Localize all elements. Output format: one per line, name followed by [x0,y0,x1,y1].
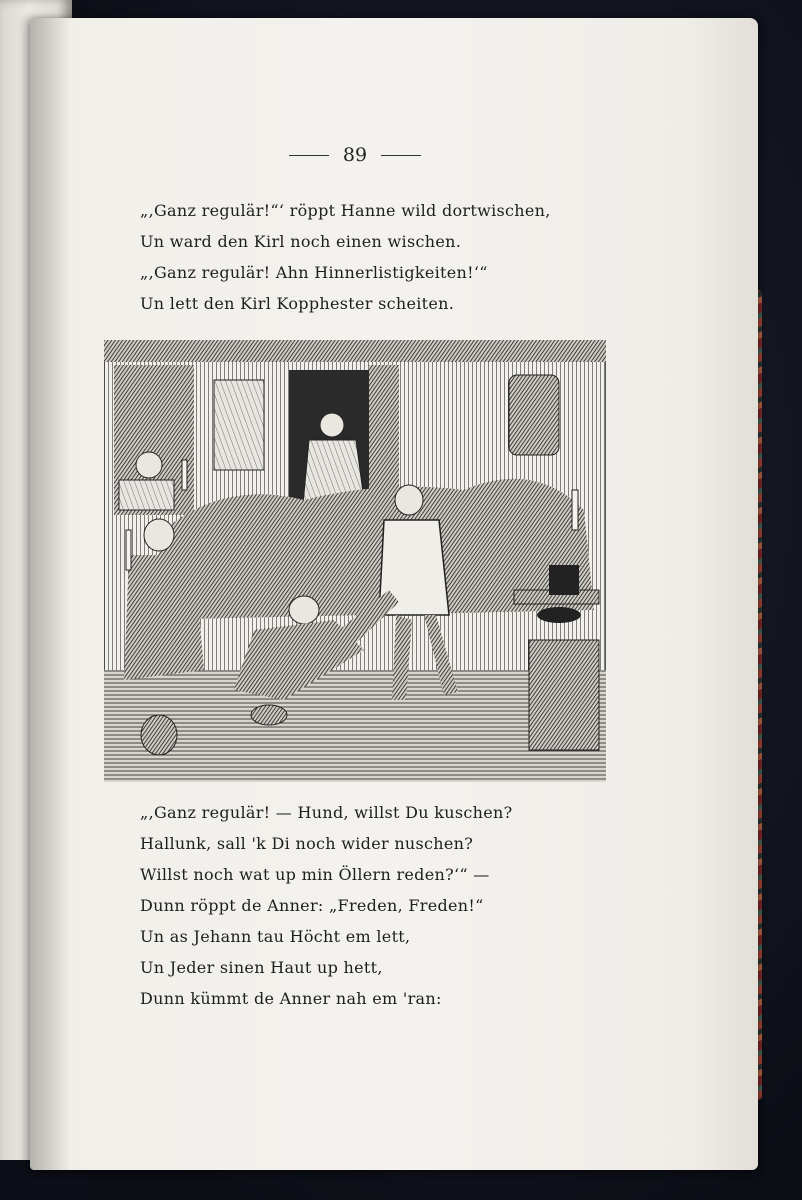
verse-line: Un ward den Kirl noch einen wischen. [140,232,462,251]
verse-line: „,Ganz regulär! — Hund, willst Du kuschen? [140,803,513,822]
verse-line: Hallunk, sall 'k Di noch wider nuschen? [140,834,474,853]
verse-line: Dunn kümmt de Anner nah em 'ran: [140,989,442,1008]
verse-line: „,Ganz regulär!“‘ röppt Hanne wild dortwischen, [140,201,551,220]
verse-line: Willst noch wat up min Öllern reden?‘“ — [140,865,490,884]
page-header [280,140,430,170]
page-gutter-shadow [30,18,70,1170]
header-rule-left [289,155,329,156]
verse-line: Un lett den Kirl Kopphester scheiten. [140,294,455,313]
page-number: 89 [342,144,368,166]
header-rule-right [381,155,421,156]
verse-line: Un as Jehann tau Höcht em lett, [140,927,411,946]
tavern-brawl-engraving [104,340,606,782]
verse-top [140,195,551,319]
verse-line: Un Jeder sinen Haut up hett, [140,958,383,977]
verse-line: Dunn röppt de Anner: „Freden, Freden!“ [140,896,484,915]
verse-bottom [140,797,512,1014]
verse-line: „,Ganz regulär! Ahn Hinnerlistigkeiten!‘“ [140,263,488,282]
